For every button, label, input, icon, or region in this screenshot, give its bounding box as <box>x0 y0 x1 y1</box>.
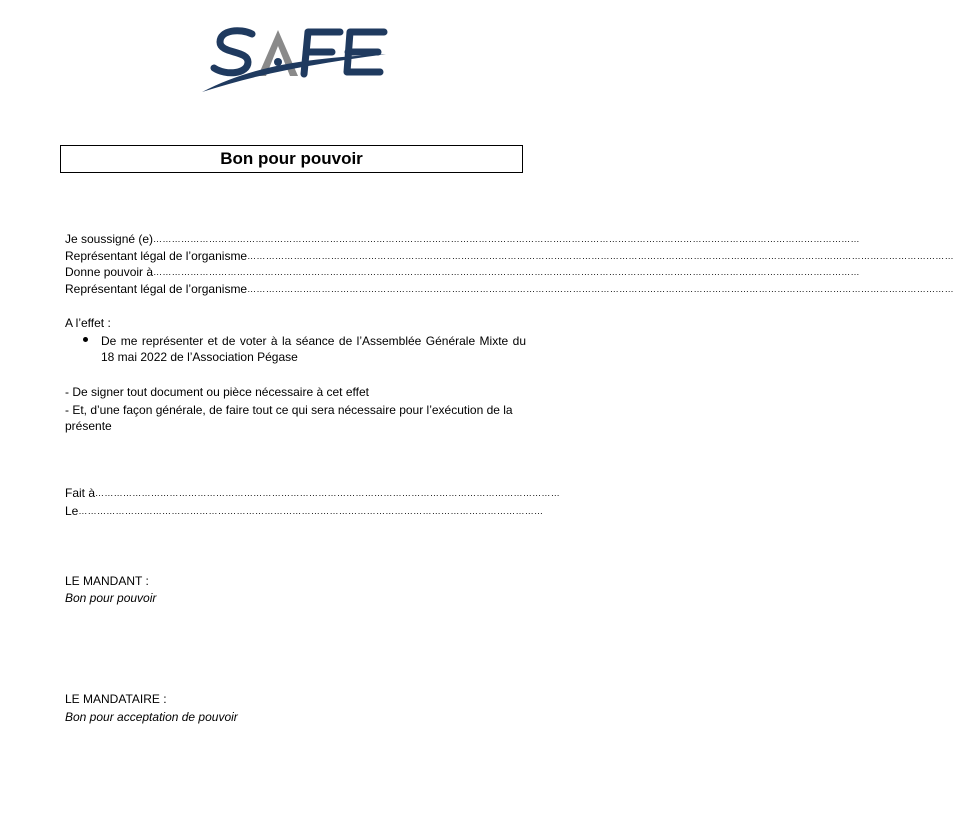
dotted-line: ………………………………………………………………………………………………………………………………………………………………………………………………………… <box>153 267 860 277</box>
field-representant-2[interactable] <box>65 282 954 297</box>
field-fait-a[interactable] <box>65 486 561 501</box>
logo-letter-s <box>214 31 252 73</box>
field-label: Donne pouvoir à <box>65 265 154 279</box>
field-label: Représentant légal de l’organisme <box>65 282 248 296</box>
field-label: Je soussigné (e) <box>65 232 154 246</box>
field-representant-1[interactable] <box>65 249 954 264</box>
field-label: Représentant légal de l’organisme <box>65 249 248 263</box>
dotted-line: ………………………………………………………………………………………………………………………………………………………………………………………………………… <box>247 284 954 294</box>
mandataire-note: Bon pour acceptation de pouvoir <box>65 710 238 724</box>
field-soussigne[interactable] <box>65 232 860 247</box>
field-le[interactable] <box>65 504 544 519</box>
dotted-line: …………………………………………………………………………………………………………………………………… <box>78 506 544 516</box>
dotted-line: ………………………………………………………………………………………………………………………………………………………………………………………………………… <box>247 251 954 261</box>
field-label: Le <box>65 504 79 518</box>
clause-sign: - De signer tout document ou pièce nécessaire à cet effet <box>65 385 369 399</box>
clause-general: - Et, d’une façon générale, de faire tout ce qui sera nécessaire pour l’exécution de la présente <box>65 403 513 433</box>
logo-letter-f <box>304 32 340 74</box>
effect-bullet-text: De me représenter et de voter à la séance de l’Assemblée Générale Mixte du 18 mai 2022 de l’Association Pégase <box>101 334 526 364</box>
logo-dot <box>274 58 282 66</box>
mandataire-label: LE MANDATAIRE : <box>65 692 167 706</box>
field-label: Fait à <box>65 486 96 500</box>
dotted-line: ………………………………………………………………………………………………………………………………………………………………………………………………………… <box>153 234 860 244</box>
mandant-note: Bon pour pouvoir <box>65 591 157 605</box>
bullet-icon <box>83 337 88 342</box>
safe-logo <box>200 18 390 94</box>
field-donne-pouvoir[interactable] <box>65 265 860 280</box>
document-title-text: Bon pour pouvoir <box>220 149 363 168</box>
effect-label: A l’effet : <box>65 316 111 330</box>
logo-letter-e <box>347 32 384 72</box>
document-title <box>60 145 523 173</box>
mandant-label: LE MANDANT : <box>65 574 149 588</box>
dotted-line: …………………………………………………………………………………………………………………………………… <box>95 488 561 498</box>
